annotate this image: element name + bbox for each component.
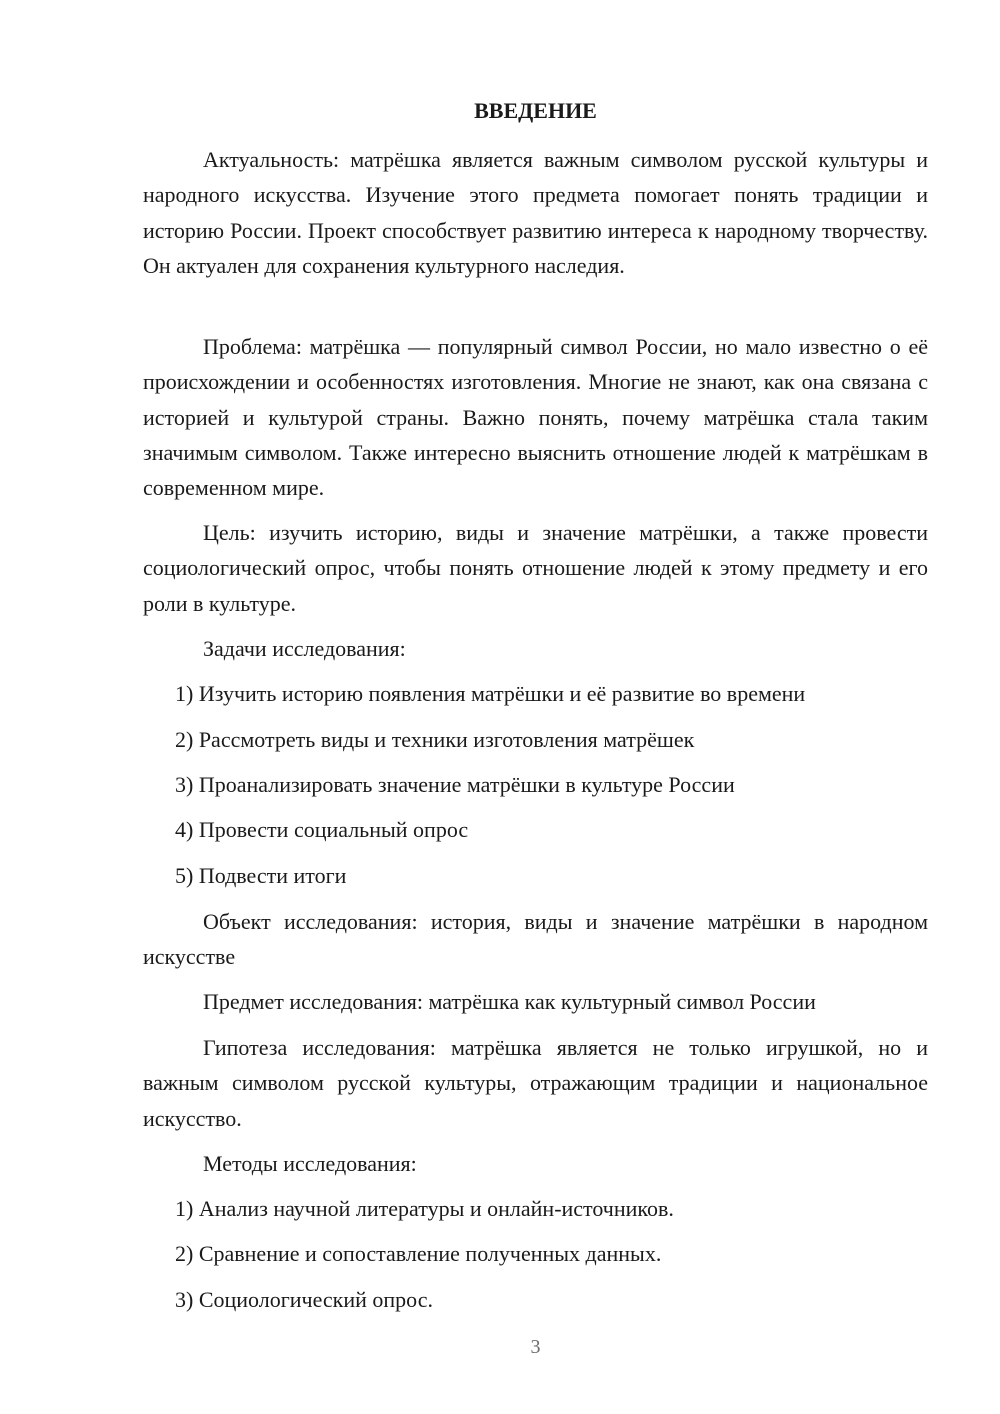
task-item-5: 5) Подвести итоги: [175, 863, 347, 888]
methods-heading: Методы исследования:: [203, 1151, 417, 1176]
method-item-2: 2) Сравнение и сопоставление полученных данных.: [175, 1241, 662, 1266]
task-item-3: 3) Проанализировать значение матрёшки в культуре России: [175, 772, 735, 797]
hypothesis-paragraph: Гипотеза исследования: матрёшка является не только игрушкой, но и важным символом русской культуры, отражающим традиции и национальное искусство.: [143, 1035, 928, 1131]
problem-paragraph: Проблема: матрёшка — популярный символ России, но мало известно о её происхождении и особенностях изготовления. Многие не знают, как она связана с историей и культурой страны. Важно понять, почему матрёшка стала таким значимым символом. Также интересно выяснить отношение людей к матрёшкам в современном мире.: [143, 334, 928, 501]
section-title: ВВЕДЕНИЕ: [474, 98, 597, 123]
task-item-2: 2) Рассмотреть виды и техники изготовления матрёшек: [175, 727, 695, 752]
relevance-paragraph: Актуальность: матрёшка является важным символом русской культуры и народного искусства. Изучение этого предмета помогает понять традиции и историю России. Проект способствует развитию интереса к народному творчеству. Он актуален для сохранения культурного наследия.: [143, 147, 928, 278]
page-number: 3: [530, 1336, 541, 1358]
object-paragraph: Объект исследования: история, виды и значение матрёшки в народном искусстве: [143, 909, 928, 970]
method-item-3: 3) Социологический опрос.: [175, 1287, 433, 1312]
task-item-4: 4) Провести социальный опрос: [175, 817, 469, 842]
method-item-1: 1) Анализ научной литературы и онлайн-источников.: [175, 1196, 674, 1221]
goal-paragraph: Цель: изучить историю, виды и значение матрёшки, а также провести социологический опрос, чтобы понять отношение людей к этому предмету и его роли в культуре.: [143, 520, 928, 616]
subject-paragraph: Предмет исследования: матрёшка как культурный символ России: [203, 989, 816, 1014]
tasks-heading: Задачи исследования:: [203, 636, 406, 661]
task-item-1: 1) Изучить историю появления матрёшки и её развитие во времени: [175, 681, 806, 706]
